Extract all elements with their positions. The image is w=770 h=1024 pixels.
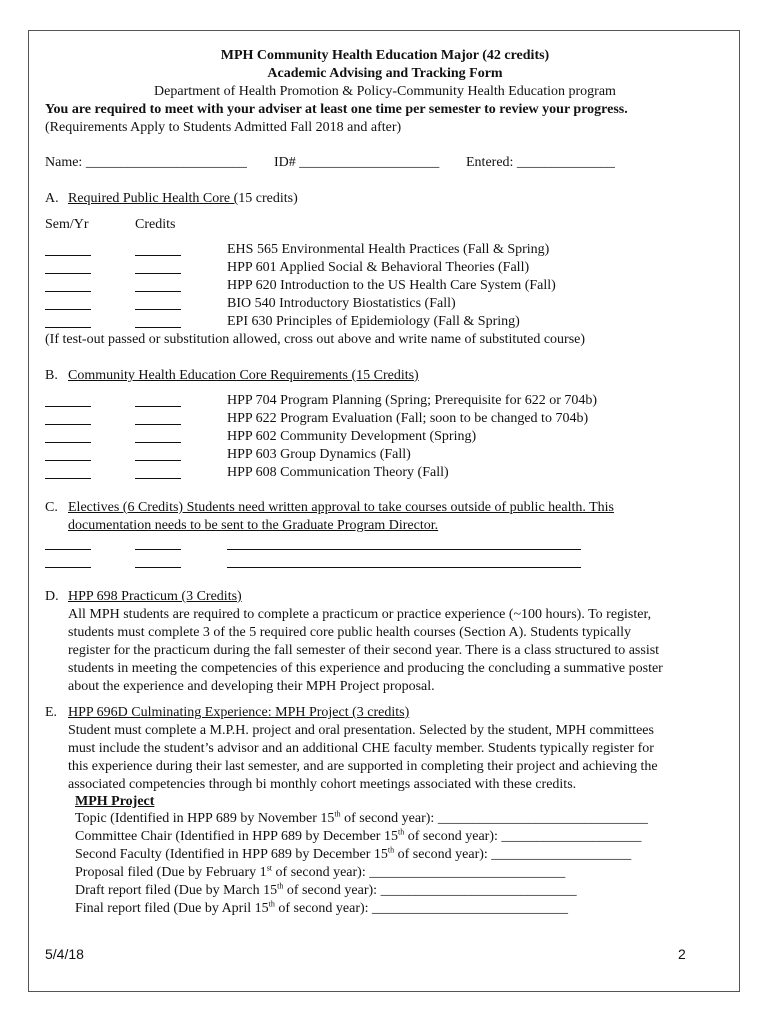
- credits-blank[interactable]: [135, 309, 181, 310]
- course-item: HPP 601 Applied Social & Behavioral Theories (Fall): [227, 260, 530, 275]
- form-subtitle: Academic Advising and Tracking Form: [267, 66, 503, 81]
- section-a-heading: Required Public Health Core (15 credits): [68, 191, 298, 206]
- section-c-heading: Electives (6 Credits) Students need written approval to take courses outside of public health. This: [68, 500, 614, 515]
- sem-yr-blank[interactable]: [45, 549, 91, 550]
- col-credits: Credits: [135, 217, 176, 232]
- requirement-notice: You are required to meet with your adviser at least one time per semester to review your progress.: [45, 102, 628, 117]
- col-sem-yr: Sem/Yr: [45, 217, 89, 232]
- credits-blank[interactable]: [135, 478, 181, 479]
- sem-yr-blank[interactable]: [45, 327, 91, 328]
- section-a-letter: A.: [45, 191, 59, 206]
- credits-blank[interactable]: [135, 424, 181, 425]
- course-item: HPP 603 Group Dynamics (Fall): [227, 447, 411, 462]
- sem-yr-blank[interactable]: [45, 478, 91, 479]
- section-e-text: Student must complete a M.P.H. project and oral presentation. Selected by the student, MPH committees: [68, 723, 654, 738]
- credits-blank[interactable]: [135, 273, 181, 274]
- credits-blank[interactable]: [135, 291, 181, 292]
- project-topic-field[interactable]: Topic (Identified in HPP 689 by November 15th of second year): ______________________________: [75, 809, 648, 826]
- substitution-note: (If test-out passed or substitution allowed, cross out above and write name of substituted course): [45, 332, 586, 347]
- second-faculty-field[interactable]: Second Faculty (Identified in HPP 689 by December 15th of second year): ____________________: [75, 845, 632, 862]
- credits-blank[interactable]: [135, 442, 181, 443]
- section-b-heading: Community Health Education Core Requirements (15 Credits): [68, 368, 419, 383]
- course-item: EHS 565 Environmental Health Practices (Fall & Spring): [227, 242, 550, 257]
- section-d-heading: HPP 698 Practicum (3 Credits): [68, 589, 242, 604]
- final-report-field[interactable]: Final report filed (Due by April 15th of second year): ____________________________: [75, 899, 569, 916]
- id-field[interactable]: ID# ____________________: [274, 155, 440, 170]
- proposal-filed-field[interactable]: Proposal filed (Due by February 1st of second year): ____________________________: [75, 863, 566, 880]
- committee-chair-field[interactable]: Committee Chair (Identified in HPP 689 by December 15th of second year): ____________________: [75, 827, 642, 844]
- department-line: Department of Health Promotion & Policy-Community Health Education program: [154, 84, 616, 99]
- section-d-text: register for the practicum during the fall semester of their second year. There is a class structured to assist: [68, 643, 660, 658]
- sem-yr-blank[interactable]: [45, 567, 91, 568]
- footer-date: 5/4/18: [45, 946, 84, 962]
- name-field[interactable]: Name: _______________________: [45, 155, 247, 170]
- section-d-text: students in meeting the competencies of this experience and producing the concluding a summative poster: [68, 661, 663, 676]
- section-e-heading: HPP 696D Culminating Experience: MPH Project (3 credits): [68, 705, 410, 720]
- mph-project-heading: MPH Project: [75, 794, 155, 809]
- section-e-text: must include the student’s advisor and an additional CHE faculty member. Students typically register for: [68, 741, 654, 756]
- sem-yr-blank[interactable]: [45, 460, 91, 461]
- section-b-letter: B.: [45, 368, 58, 383]
- sem-yr-blank[interactable]: [45, 291, 91, 292]
- course-item: BIO 540 Introductory Biostatistics (Fall): [227, 296, 456, 311]
- credits-blank[interactable]: [135, 255, 181, 256]
- course-item: HPP 704 Program Planning (Spring; Prerequisite for 622 or 704b): [227, 393, 598, 408]
- section-d-text: students must complete 3 of the 5 required core public health courses (Section A). Students typically: [68, 625, 631, 640]
- credits-blank[interactable]: [135, 406, 181, 407]
- section-c-letter: C.: [45, 500, 58, 515]
- sem-yr-blank[interactable]: [45, 273, 91, 274]
- sem-yr-blank[interactable]: [45, 255, 91, 256]
- entered-field[interactable]: Entered: ______________: [466, 155, 615, 170]
- section-d-text: about the experience and developing their MPH Project proposal.: [68, 679, 435, 694]
- section-e-text: this experience during their last semester, and are supported in completing their project and achieving the: [68, 759, 658, 774]
- draft-report-field[interactable]: Draft report filed (Due by March 15th of second year): ____________________________: [75, 881, 577, 898]
- course-item: HPP 602 Community Development (Spring): [227, 429, 477, 444]
- course-item: HPP 622 Program Evaluation (Fall; soon to be changed to 704b): [227, 411, 589, 426]
- credits-blank[interactable]: [135, 460, 181, 461]
- section-e-letter: E.: [45, 705, 58, 720]
- section-c-heading-cont: documentation needs to be sent to the Graduate Program Director.: [68, 518, 439, 533]
- applies-note: (Requirements Apply to Students Admitted Fall 2018 and after): [45, 120, 402, 135]
- credits-blank[interactable]: [135, 567, 181, 568]
- elective-course-blank[interactable]: [227, 567, 581, 568]
- course-item: EPI 630 Principles of Epidemiology (Fall & Spring): [227, 314, 520, 329]
- section-d-text: All MPH students are required to complete a practicum or practice experience (~100 hours). To register,: [68, 607, 652, 622]
- section-d-letter: D.: [45, 589, 59, 604]
- elective-course-blank[interactable]: [227, 549, 581, 550]
- sem-yr-blank[interactable]: [45, 442, 91, 443]
- course-item: HPP 620 Introduction to the US Health Care System (Fall): [227, 278, 556, 293]
- credits-blank[interactable]: [135, 549, 181, 550]
- form-title: MPH Community Health Education Major (42 credits): [220, 48, 550, 63]
- credits-blank[interactable]: [135, 327, 181, 328]
- page-number: 2: [678, 946, 686, 962]
- section-e-text: associated competencies through bi monthly cohort meetings associated with these credits.: [68, 777, 577, 792]
- sem-yr-blank[interactable]: [45, 406, 91, 407]
- sem-yr-blank[interactable]: [45, 309, 91, 310]
- sem-yr-blank[interactable]: [45, 424, 91, 425]
- course-item: HPP 608 Communication Theory (Fall): [227, 465, 449, 480]
